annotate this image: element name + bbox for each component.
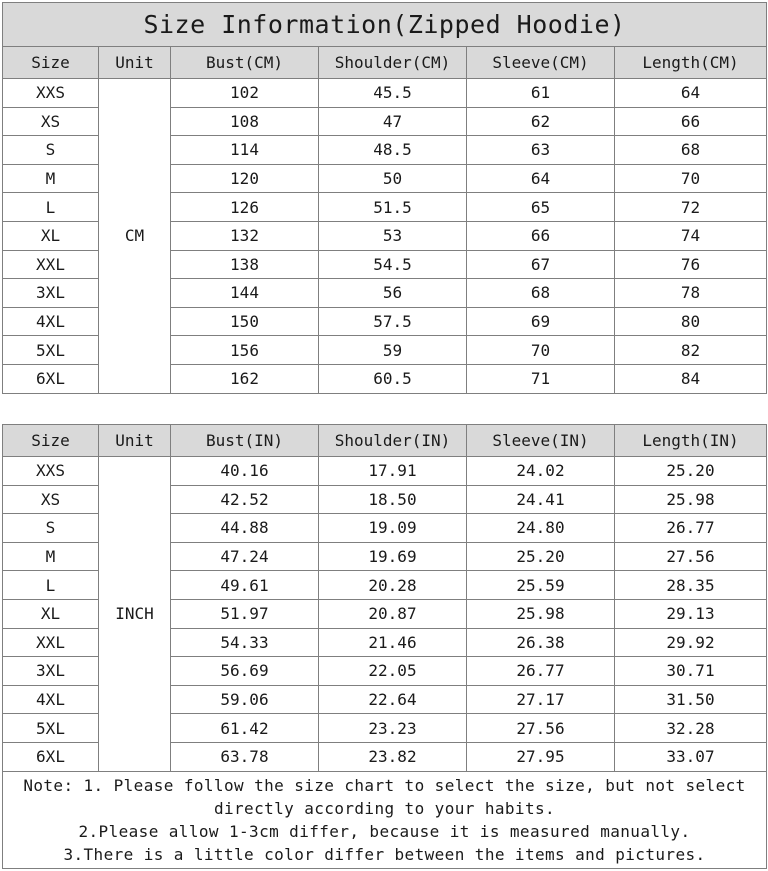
shoulder-cell: 50 [319, 164, 467, 193]
shoulder-cell: 53 [319, 221, 467, 250]
size-cell: M [3, 542, 99, 571]
note-line-2: 2.Please allow 1-3cm differ, because it is measured manually. [78, 821, 691, 841]
notes-block [3, 771, 767, 868]
size-cell: XXS [3, 79, 99, 108]
sleeve-cell: 25.98 [467, 599, 615, 628]
length-cell: 66 [615, 107, 767, 136]
sleeve-cell: 70 [467, 336, 615, 365]
length-cell: 29.92 [615, 628, 767, 657]
sleeve-cell: 27.17 [467, 685, 615, 714]
length-cell: 33.07 [615, 742, 767, 771]
cm-header-row [3, 47, 767, 79]
sleeve-cell: 67 [467, 250, 615, 279]
size-cell: XL [3, 599, 99, 628]
size-cell: 4XL [3, 685, 99, 714]
shoulder-cell: 19.69 [319, 542, 467, 571]
sleeve-cell: 61 [467, 79, 615, 108]
sleeve-cell: 64 [467, 164, 615, 193]
sleeve-cell: 27.56 [467, 714, 615, 743]
length-cell: 32.28 [615, 714, 767, 743]
header-size: Size [3, 47, 99, 79]
header-bust: Bust(CM) [171, 47, 319, 79]
unit-cell: CM [99, 79, 171, 394]
length-cell: 30.71 [615, 657, 767, 686]
header-length: Length(CM) [615, 47, 767, 79]
header-sleeve: Sleeve(CM) [467, 47, 615, 79]
size-cell: L [3, 571, 99, 600]
length-cell: 70 [615, 164, 767, 193]
length-cell: 82 [615, 336, 767, 365]
inch-size-table [2, 424, 767, 869]
shoulder-cell: 54.5 [319, 250, 467, 279]
size-cell: XS [3, 485, 99, 514]
inch-header-row [3, 425, 767, 457]
sleeve-cell: 69 [467, 307, 615, 336]
shoulder-cell: 17.91 [319, 457, 467, 486]
length-cell: 27.56 [615, 542, 767, 571]
chart-title: Size Information(Zipped Hoodie) [3, 3, 767, 47]
bust-cell: 132 [171, 221, 319, 250]
sleeve-cell: 26.77 [467, 657, 615, 686]
length-cell: 78 [615, 279, 767, 308]
header-shoulder: Shoulder(IN) [319, 425, 467, 457]
size-cell: S [3, 136, 99, 165]
table-row [3, 79, 767, 108]
sleeve-cell: 63 [467, 136, 615, 165]
bust-cell: 144 [171, 279, 319, 308]
length-cell: 25.20 [615, 457, 767, 486]
bust-cell: 51.97 [171, 599, 319, 628]
size-cell: L [3, 193, 99, 222]
size-cell: XXL [3, 628, 99, 657]
bust-cell: 63.78 [171, 742, 319, 771]
shoulder-cell: 60.5 [319, 364, 467, 393]
length-cell: 80 [615, 307, 767, 336]
sleeve-cell: 25.20 [467, 542, 615, 571]
bust-cell: 44.88 [171, 514, 319, 543]
bust-cell: 102 [171, 79, 319, 108]
shoulder-cell: 59 [319, 336, 467, 365]
size-cell: 6XL [3, 742, 99, 771]
size-cell: 4XL [3, 307, 99, 336]
bust-cell: 54.33 [171, 628, 319, 657]
size-cell: XS [3, 107, 99, 136]
shoulder-cell: 22.64 [319, 685, 467, 714]
bust-cell: 61.42 [171, 714, 319, 743]
sleeve-cell: 71 [467, 364, 615, 393]
shoulder-cell: 47 [319, 107, 467, 136]
table-row [3, 457, 767, 486]
note-line-1: Note: 1. Please follow the size chart to select the size, but not select directly according to your habits. [23, 775, 746, 818]
length-cell: 26.77 [615, 514, 767, 543]
shoulder-cell: 45.5 [319, 79, 467, 108]
sleeve-cell: 24.41 [467, 485, 615, 514]
shoulder-cell: 48.5 [319, 136, 467, 165]
length-cell: 64 [615, 79, 767, 108]
sleeve-cell: 27.95 [467, 742, 615, 771]
length-cell: 72 [615, 193, 767, 222]
size-cell: 5XL [3, 714, 99, 743]
sleeve-cell: 24.02 [467, 457, 615, 486]
note-line-3: 3.There is a little color differ between the items and pictures. [63, 844, 706, 864]
length-cell: 76 [615, 250, 767, 279]
bust-cell: 156 [171, 336, 319, 365]
bust-cell: 150 [171, 307, 319, 336]
size-cell: XXS [3, 457, 99, 486]
size-cell: 5XL [3, 336, 99, 365]
shoulder-cell: 22.05 [319, 657, 467, 686]
length-cell: 29.13 [615, 599, 767, 628]
bust-cell: 114 [171, 136, 319, 165]
size-cell: S [3, 514, 99, 543]
shoulder-cell: 23.23 [319, 714, 467, 743]
size-cell: XXL [3, 250, 99, 279]
cm-size-table [2, 2, 767, 394]
shoulder-cell: 18.50 [319, 485, 467, 514]
size-cell: 3XL [3, 279, 99, 308]
sleeve-cell: 66 [467, 221, 615, 250]
size-cell: 3XL [3, 657, 99, 686]
shoulder-cell: 20.28 [319, 571, 467, 600]
shoulder-cell: 21.46 [319, 628, 467, 657]
header-sleeve: Sleeve(IN) [467, 425, 615, 457]
bust-cell: 42.52 [171, 485, 319, 514]
sleeve-cell: 62 [467, 107, 615, 136]
shoulder-cell: 57.5 [319, 307, 467, 336]
length-cell: 74 [615, 221, 767, 250]
header-size: Size [3, 425, 99, 457]
unit-cell: INCH [99, 457, 171, 772]
bust-cell: 162 [171, 364, 319, 393]
header-bust: Bust(IN) [171, 425, 319, 457]
length-cell: 28.35 [615, 571, 767, 600]
bust-cell: 56.69 [171, 657, 319, 686]
bust-cell: 108 [171, 107, 319, 136]
shoulder-cell: 20.87 [319, 599, 467, 628]
sleeve-cell: 26.38 [467, 628, 615, 657]
size-cell: 6XL [3, 364, 99, 393]
header-length: Length(IN) [615, 425, 767, 457]
sleeve-cell: 25.59 [467, 571, 615, 600]
sleeve-cell: 24.80 [467, 514, 615, 543]
header-unit: Unit [99, 47, 171, 79]
bust-cell: 47.24 [171, 542, 319, 571]
bust-cell: 120 [171, 164, 319, 193]
bust-cell: 49.61 [171, 571, 319, 600]
bust-cell: 126 [171, 193, 319, 222]
sleeve-cell: 65 [467, 193, 615, 222]
length-cell: 84 [615, 364, 767, 393]
bust-cell: 138 [171, 250, 319, 279]
shoulder-cell: 19.09 [319, 514, 467, 543]
size-cell: M [3, 164, 99, 193]
bust-cell: 59.06 [171, 685, 319, 714]
shoulder-cell: 23.82 [319, 742, 467, 771]
header-unit: Unit [99, 425, 171, 457]
size-cell: XL [3, 221, 99, 250]
bust-cell: 40.16 [171, 457, 319, 486]
length-cell: 25.98 [615, 485, 767, 514]
length-cell: 31.50 [615, 685, 767, 714]
shoulder-cell: 51.5 [319, 193, 467, 222]
length-cell: 68 [615, 136, 767, 165]
shoulder-cell: 56 [319, 279, 467, 308]
sleeve-cell: 68 [467, 279, 615, 308]
header-shoulder: Shoulder(CM) [319, 47, 467, 79]
